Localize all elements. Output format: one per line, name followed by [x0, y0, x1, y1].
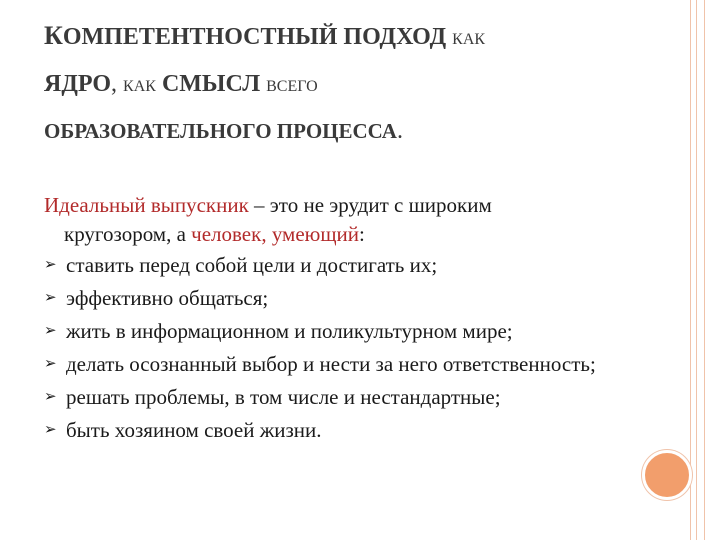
title-word: ЯДРО — [44, 71, 112, 97]
title-word: ВСЕГО — [266, 78, 318, 95]
intro-paragraph — [44, 191, 644, 249]
list-item-text: эффективно общаться; — [66, 286, 269, 310]
arrow-bullet-icon: ➢ — [44, 323, 57, 339]
skills-list — [44, 251, 644, 445]
decorative-circle — [642, 450, 692, 500]
arrow-bullet-icon: ➢ — [44, 257, 57, 273]
arrow-bullet-icon: ➢ — [44, 422, 57, 438]
slide-body — [44, 191, 644, 449]
intro-text: – это не эрудит с широким — [248, 193, 492, 217]
title-word: КАК — [452, 31, 486, 48]
list-item-text: решать проблемы, в том числе и нестандартные; — [66, 385, 501, 409]
slide-title — [44, 14, 644, 153]
title-word: ОМПЕТЕНТНОСТНЫЙ ПОДХОД — [62, 24, 447, 50]
intro-text: : — [359, 222, 365, 246]
title-word: СМЫСЛ — [161, 71, 261, 97]
arrow-bullet-icon: ➢ — [44, 356, 57, 372]
title-line-1 — [44, 14, 644, 62]
decorative-border-line — [696, 0, 697, 540]
list-item — [44, 350, 644, 379]
list-item-text: ставить перед собой цели и достигать их; — [66, 253, 438, 277]
title-line-3 — [44, 109, 644, 153]
list-item-text: делать осознанный выбор и нести за него ответственность; — [66, 352, 596, 376]
title-punct: . — [396, 118, 403, 144]
list-item — [44, 383, 644, 412]
intro-continuation — [44, 220, 644, 249]
list-item — [44, 317, 644, 346]
title-line-2 — [44, 62, 644, 109]
list-item — [44, 251, 644, 280]
list-item-text: быть хозяином своей жизни. — [66, 418, 322, 442]
title-initial: К — [44, 21, 63, 50]
title-word: ОБРАЗОВАТЕЛЬНОГО ПРОЦЕССА — [44, 119, 397, 143]
decorative-border-line — [704, 0, 705, 540]
intro-highlight: человек, умеющий — [191, 222, 360, 246]
arrow-bullet-icon: ➢ — [44, 290, 57, 306]
list-item-text: жить в информационном и поликультурном мире; — [66, 319, 513, 343]
title-punct: , — [111, 71, 118, 97]
intro-highlight: Идеальный выпускник — [44, 193, 249, 217]
intro-text: кругозором, а — [64, 222, 192, 246]
arrow-bullet-icon: ➢ — [44, 389, 57, 405]
title-word: КАК — [123, 78, 156, 95]
list-item — [44, 284, 644, 313]
list-item — [44, 416, 644, 445]
decorative-border-line — [690, 0, 691, 540]
